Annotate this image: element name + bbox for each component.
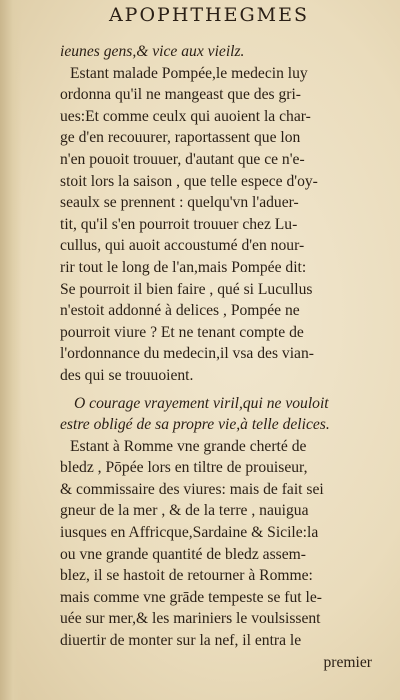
text-line: bledz , Pōpée lors en tiltre de prouiseur, (60, 459, 308, 477)
italic-comment-line: estre obligé de sa propre vie,à telle delices. (60, 416, 330, 434)
text-line: l'ordonnance du medecin,il vsa des vian- (60, 345, 314, 363)
text-line: iusques en Affricque,Sardaine & Sicile:la (60, 524, 319, 542)
text-line: gneur de la mer , & de la terre , nauigua (60, 502, 309, 520)
text-line: n'en pouoit trouuer, d'autant que ce n'e- (60, 150, 305, 168)
text-line: blez, il se hastoit de retourner à Romme: (60, 567, 313, 585)
catchword: premier (323, 653, 372, 671)
running-header: APOPHTHEGMES (108, 4, 310, 26)
text-line: mais comme vne grāde tempeste se fut le- (60, 588, 322, 606)
text-line: ordonna qu'il ne mangeast que des gri- (60, 86, 301, 104)
text-line: cullus, qui auoit accoustumé d'en nour- (60, 237, 305, 255)
text-line: Se pourroit il bien faire , qué si Lucullus (60, 280, 313, 298)
text-line: pourroit viure ? Et ne tenant compte de (60, 323, 304, 341)
text-line: & commissaire des viures: mais de fait sei (60, 480, 324, 498)
text-line: ge d'en recouurer, raportassent que lon (60, 129, 301, 147)
text-line: des qui se trouuoient. (60, 366, 194, 384)
text-line: ieunes gens,& vice aux vieilz. (60, 43, 245, 60)
text-line: tit, qu'il s'en pourroit trouuer chez Lu- (60, 215, 298, 233)
text-line: ou vne grande quantité de bledz assem- (60, 545, 306, 563)
page-gutter-shadow (0, 0, 22, 700)
text-line: seaulx se prennent : quelqu'vn l'aduer- (60, 194, 299, 212)
text-line: uée sur mer,& les mariniers le voulsissent (60, 610, 321, 628)
italic-comment-line: O courage vrayement viril,qui ne vouloit (74, 394, 329, 412)
text-line: rir tout le long de l'an,mais Pompée dit: (60, 258, 307, 276)
text-line: ues:Et comme ceulx qui auoient la char- (60, 107, 311, 125)
text-line: Estant à Romme vne grande cherté de (70, 437, 307, 455)
text-line: n'estoit addonné à delices , Pompée ne (60, 302, 300, 320)
text-line: stoit lors la saison , que telle espece d'oy- (60, 172, 318, 190)
body-text (60, 41, 378, 673)
text-line: Estant malade Pompée,le medecin luy (70, 64, 308, 82)
text-line: diuertir de monter sur la nef, il entra le (60, 632, 302, 650)
